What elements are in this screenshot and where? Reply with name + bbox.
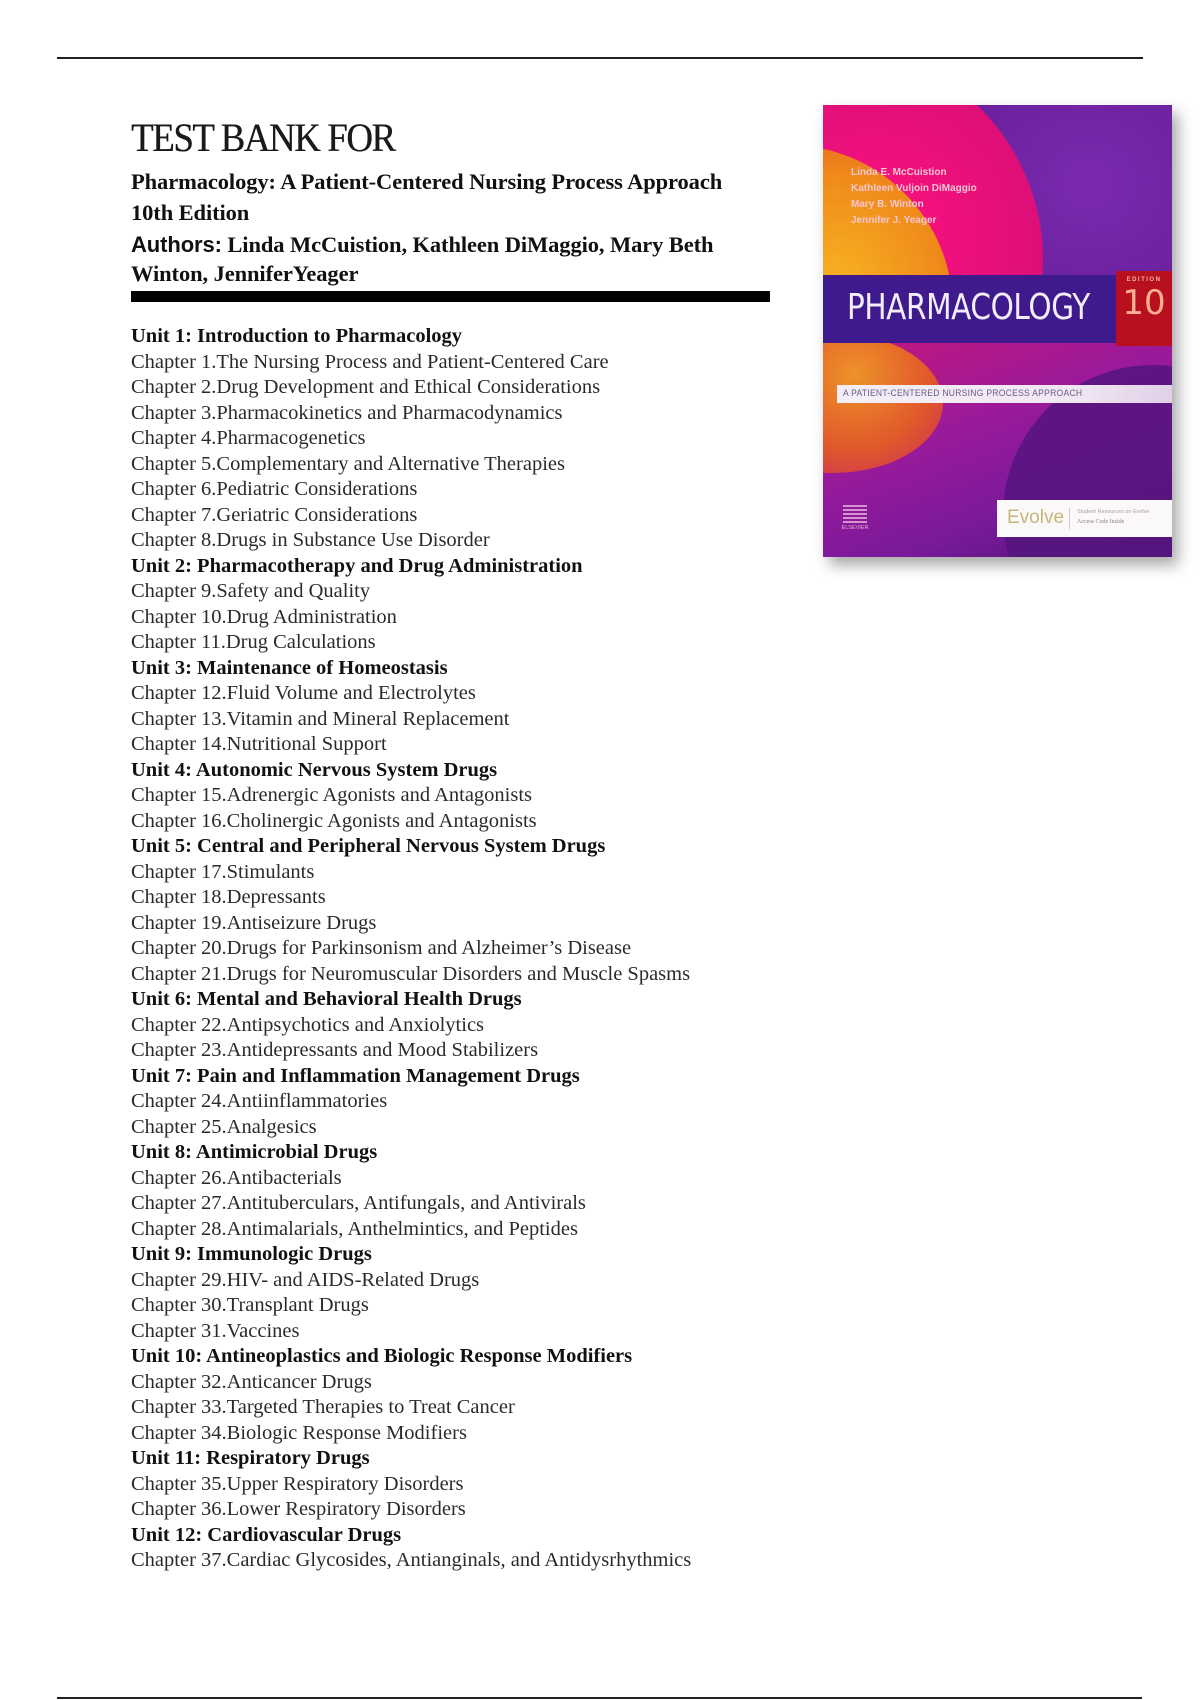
cover-subtitle: A PATIENT-CENTERED NURSING PROCESS APPROACH	[843, 388, 1083, 399]
toc-chapter-item: Chapter 23.Antidepressants and Mood Stabilizers	[131, 1039, 539, 1061]
toc-unit-heading: Unit 7: Pain and Inflammation Management Drugs	[131, 1064, 580, 1087]
toc-chapter-item: Chapter 24.Antiinflammatories	[131, 1090, 388, 1112]
toc-unit-heading: Unit 1: Introduction to Pharmacology	[131, 325, 463, 347]
book-title: Pharmacology: A Patient-Centered Nursing Process Approach	[131, 169, 723, 194]
toc-chapter-item: Chapter 5.Complementary and Alternative Therapies	[131, 452, 565, 475]
edition: 10th Edition	[131, 200, 250, 225]
publisher-name: ELSEVIER	[841, 525, 869, 531]
toc-chapter-item: Chapter 4.Pharmacogenetics	[131, 427, 366, 449]
toc-chapter-item: Chapter 30.Transplant Drugs	[131, 1294, 369, 1316]
toc-chapter-item: Chapter 28.Antimalarials, Anthelmintics, and Peptides	[131, 1217, 578, 1240]
toc-chapter-item: Chapter 35.Upper Respiratory Disorders	[131, 1472, 464, 1495]
cover-edition-number: 10	[1122, 283, 1166, 323]
toc-chapter-item: Chapter 15.Adrenergic Agonists and Antagonists	[131, 784, 533, 806]
table-of-contents	[131, 324, 811, 1574]
toc-chapter-item: Chapter 10.Drug Administration	[131, 605, 397, 628]
toc-unit-heading: Unit 8: Antimicrobial Drugs	[131, 1141, 378, 1163]
evolve-subtext-2: Access Code Inside	[1077, 519, 1125, 525]
toc-chapter-item: Chapter 29.HIV- and AIDS-Related Drugs	[131, 1268, 480, 1291]
authors-line-1	[131, 232, 713, 258]
toc-chapter-item: Chapter 11.Drug Calculations	[131, 631, 376, 653]
toc-unit-heading: Unit 6: Mental and Behavioral Health Drugs	[131, 988, 522, 1010]
cover-author: Linda E. McCuistion	[851, 167, 947, 178]
toc-unit-heading: Unit 12: Cardiovascular Drugs	[131, 1523, 402, 1546]
cover-authors	[851, 165, 977, 229]
toc-chapter-item: Chapter 36.Lower Respiratory Disorders	[131, 1498, 466, 1520]
toc-chapter-item: Chapter 1.The Nursing Process and Patient-Centered Care	[131, 350, 609, 373]
toc-chapter-item: Chapter 21.Drugs for Neuromuscular Disorders and Muscle Spasms	[131, 962, 691, 985]
cover-author: Kathleen Vuljoin DiMaggio	[851, 183, 977, 194]
authors-label: Authors:	[131, 232, 222, 257]
toc-unit-heading: Unit 10: Antineoplastics and Biologic Response Modifiers	[131, 1345, 633, 1367]
evolve-badge	[997, 500, 1172, 537]
toc-chapter-item: Chapter 26.Antibacterials	[131, 1166, 342, 1189]
top-rule	[57, 57, 1143, 59]
toc-chapter-item: Chapter 2.Drug Development and Ethical Considerations	[131, 376, 601, 398]
toc-unit-heading: Unit 5: Central and Peripheral Nervous System Drugs	[131, 835, 606, 857]
toc-chapter-item: Chapter 3.Pharmacokinetics and Pharmacodynamics	[131, 401, 563, 424]
evolve-logo: Evolve	[1007, 507, 1065, 528]
cover-author: Mary B. Winton	[851, 199, 924, 210]
evolve-divider	[1069, 508, 1070, 529]
toc-chapter-item: Chapter 9.Safety and Quality	[131, 580, 371, 602]
toc-chapter-item: Chapter 19.Antiseizure Drugs	[131, 911, 377, 934]
toc-chapter-item: Chapter 17.Stimulants	[131, 860, 315, 883]
cover-subtitle-strip	[837, 385, 1172, 403]
cover-edition-label: EDITION	[1126, 277, 1162, 283]
toc-chapter-item: Chapter 12.Fluid Volume and Electrolytes	[131, 682, 476, 704]
page-title: TEST BANK FOR	[131, 115, 395, 160]
tree-icon	[843, 503, 867, 523]
toc-chapter-item: Chapter 22.Antipsychotics and Anxiolytics	[131, 1013, 485, 1036]
bottom-rule	[57, 1697, 1142, 1699]
cover-title: PHARMACOLOGY	[847, 287, 1090, 328]
publisher-logo	[841, 503, 869, 535]
toc-chapter-item: Chapter 31.Vaccines	[131, 1319, 300, 1342]
toc-unit-heading: Unit 4: Autonomic Nervous System Drugs	[131, 758, 498, 781]
book-cover	[823, 105, 1172, 557]
toc-chapter-item: Chapter 14.Nutritional Support	[131, 733, 387, 755]
toc-unit-heading: Unit 2: Pharmacotherapy and Drug Administration	[131, 554, 583, 577]
title-divider	[131, 291, 770, 302]
toc-chapter-item: Chapter 27.Antituberculars, Antifungals, and Antivirals	[131, 1192, 586, 1214]
toc-chapter-item: Chapter 6.Pediatric Considerations	[131, 478, 418, 500]
evolve-subtext-1: Student Resources on Evolve	[1077, 509, 1150, 515]
toc-chapter-item: Chapter 34.Biologic Response Modifiers	[131, 1421, 467, 1444]
toc-chapter-item: Chapter 18.Depressants	[131, 886, 326, 908]
cover-edition-box	[1116, 271, 1172, 346]
toc-unit-heading: Unit 9: Immunologic Drugs	[131, 1243, 372, 1265]
toc-chapter-item: Chapter 37.Cardiac Glycosides, Antianginals, and Antidysrhythmics	[131, 1549, 692, 1571]
toc-unit-heading: Unit 3: Maintenance of Homeostasis	[131, 656, 448, 679]
toc-chapter-item: Chapter 20.Drugs for Parkinsonism and Alzheimer’s Disease	[131, 937, 632, 959]
toc-chapter-item: Chapter 33.Targeted Therapies to Treat Cancer	[131, 1396, 515, 1418]
toc-chapter-item: Chapter 13.Vitamin and Mineral Replacement	[131, 707, 510, 730]
authors-names: Linda McCuistion, Kathleen DiMaggio, Mary Beth	[221, 232, 714, 257]
toc-chapter-item: Chapter 25.Analgesics	[131, 1115, 317, 1138]
toc-unit-heading: Unit 11: Respiratory Drugs	[131, 1447, 370, 1469]
toc-chapter-item: Chapter 16.Cholinergic Agonists and Antagonists	[131, 809, 537, 832]
toc-chapter-item: Chapter 32.Anticancer Drugs	[131, 1370, 372, 1393]
authors-line-2: Winton, JenniferYeager	[131, 261, 359, 286]
toc-chapter-item: Chapter 8.Drugs in Substance Use Disorder	[131, 529, 490, 551]
cover-author: Jennifer J. Yeager	[851, 215, 937, 226]
toc-chapter-item: Chapter 7.Geriatric Considerations	[131, 503, 418, 526]
